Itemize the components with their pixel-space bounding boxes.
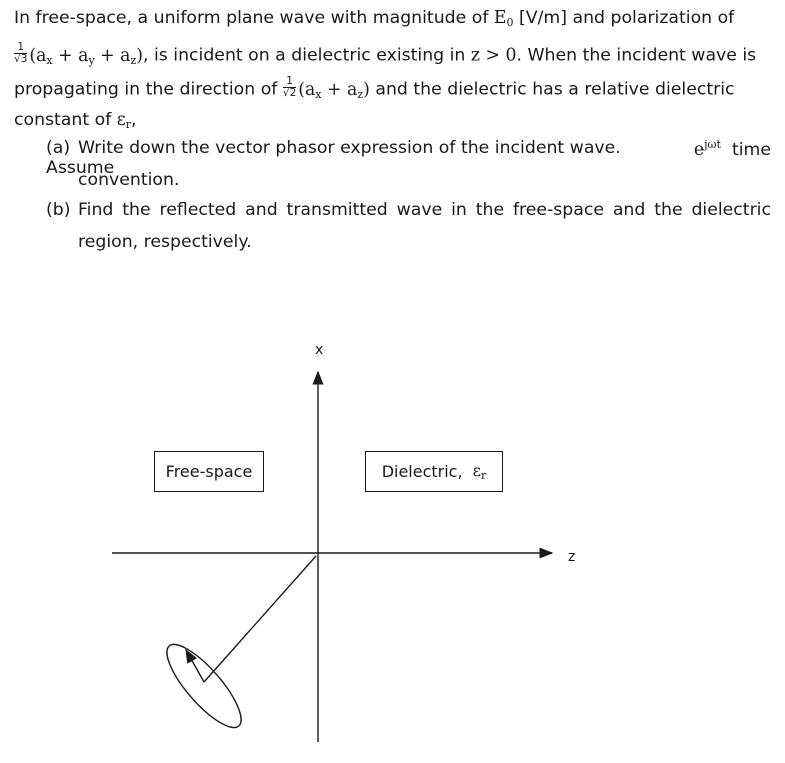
problem-line-3: propagating in the direction of $\frac{1}{√2}$ $(a_x + a_z)$ and the dielectric has a relative dielectric <box>14 75 735 101</box>
part-a: (a) Write down the vector phasor expression of the incident wave. Assume $e^{j\omega t}$ time <box>46 138 771 178</box>
problem-line-1: In free-space, a uniform plane wave with magnitude of $E_0$ [V/m] and polarization of <box>14 8 735 29</box>
part-a-continuation: convention. <box>78 170 180 190</box>
x-axis-label: x <box>315 342 324 358</box>
z-axis-label: z <box>568 549 576 565</box>
polarization-ellipse <box>156 635 251 737</box>
dielectric-box: Dielectric, $\varepsilon_r$ <box>365 451 503 492</box>
fraction-one-over-root2: $\frac{1}{√2}$ <box>282 75 297 99</box>
problem-line-4: constant of $\varepsilon_r$, <box>14 110 137 131</box>
part-b: (b) Find the reflected and transmitted wave in the free-space and the dielectric <box>46 200 771 220</box>
polarization-vector: $(a_x + a_y + a_z)$ <box>29 45 143 67</box>
incident-wave-ray <box>204 556 316 682</box>
epsilon-r-symbol: $\varepsilon_r$ <box>116 110 131 131</box>
part-b-continuation: region, respectively. <box>78 232 252 252</box>
time-convention-exp: $e^{j\omega t}$ <box>693 138 721 160</box>
direction-vector: $(a_x + a_z)$ <box>298 79 370 101</box>
problem-line-2: $\frac{1}{√3}$ $(a_x + a_y + a_z)$, is incident on a dielectric existing in z > 0. When the incident wave is <box>14 41 757 67</box>
magnitude-symbol: $E_0$ <box>493 8 514 29</box>
region-condition: z > 0 <box>470 45 517 66</box>
fraction-one-over-root3: $\frac{1}{√3}$ <box>14 41 28 65</box>
dielectric-epsilon: $\varepsilon_r$ <box>472 461 487 482</box>
free-space-box: Free-space <box>154 451 264 492</box>
